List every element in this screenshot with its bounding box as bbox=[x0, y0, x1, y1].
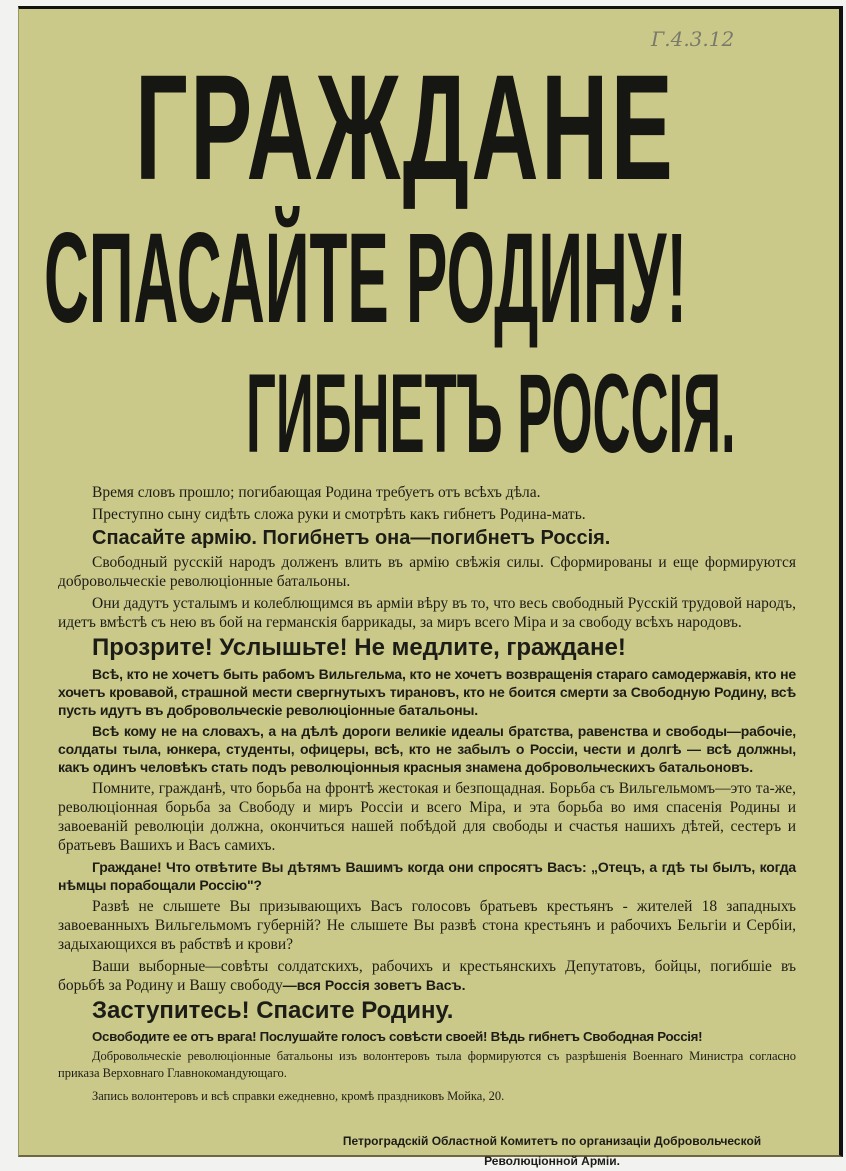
headline-save-homeland: СПАСАЙТЕ РОДИНУ! bbox=[44, 207, 688, 350]
paragraph: Граждане! Что отвѣтите Вы дѣтямъ Вашимъ когда они спросятъ Васъ: „Отецъ, а гдѣ ты былъ, когда нѣмцы порабощали Россію"? bbox=[58, 859, 796, 894]
paragraph: Они дадутъ усталымъ и колеблющимся въ арміи вѣру въ то, что весь свободный Русскій трудовой народъ, идетъ вмѣстѣ съ нею въ бой на германскія баррикады, за миръ всего Міра и за свободу всѣхъ народовъ. bbox=[58, 595, 796, 631]
signature-line: Петроградскій Областной Комитетъ по организаціи Добровольческой bbox=[342, 1133, 762, 1148]
paragraph: Помните, гражданѣ, что борьба на фронтѣ жестокая и безпощадная. Борьба съ Вильгельмомъ—это та-же, революціонная борьба за Свободу и миръ Россіи и всего Міра, и эта борьба во имя спасенія Родины и завоеваній революціи должна, окончиться нашей побѣдой для свободы и счастья нашихъ дѣтей, сестеръ и братьевъ Вашихъ и Васъ самихъ. bbox=[58, 780, 796, 855]
note: Добровольческіе революціонные батальоны изъ волонтеровъ тыла формируются съ разрѣшенія Военнаго Министра согласно приказа Верховнаго Главнокомандующаго. bbox=[58, 1048, 796, 1080]
paragraph: Всѣ, кто не хочетъ быть рабомъ Вильгельма, кто не хочетъ возвращенія стараго самодержавія, кто не хочетъ кровавой, страшной мести свергнутыхъ тирановъ, кто не боится смерти за Свободную Родину, всѣ пусть идутъ въ добровольческіе революціонные батальоны. bbox=[58, 666, 796, 719]
poster-body bbox=[58, 483, 796, 1171]
subheading: Спасайте армію. Погибнетъ она—погибнетъ Россія. bbox=[92, 527, 611, 549]
subheading: Прозрите! Услышьте! Не медлите, граждане! bbox=[92, 634, 626, 661]
headline-russia-perishes: ГИБНЕТЪ РОССІЯ. bbox=[246, 351, 736, 476]
paragraph-emphasis: —вся Россія зоветъ Васъ. bbox=[282, 977, 466, 994]
paragraph: Всѣ кому не на словахъ, а на дѣлѣ дороги великіе идеалы братства, равенства и свободы—рабочіе, солдаты тыла, юнкера, студенты, офицеры, всѣ, кто не забылъ о Россіи, чести и долгѣ — всѣ должны, какъ одинъ человѣкъ стать подъ революціонныя красныя знамена добровольческихъ батальоновъ. bbox=[58, 723, 796, 776]
subheading: Заступитесь! Спасите Родину. bbox=[92, 997, 454, 1025]
signature bbox=[308, 1131, 796, 1171]
paragraph: Преступно сыну сидѣть сложа руки и смотрѣть какъ гибнетъ Родина-мать. bbox=[92, 506, 586, 523]
signature-line: Революціонной Арміи. bbox=[484, 1153, 620, 1168]
note: Запись волонтеровъ и всѣ справки ежедневно, кромѣ праздниковъ Мойка, 20. bbox=[92, 1088, 505, 1103]
paragraph bbox=[58, 957, 796, 995]
call-to-action: Освободите ее отъ врага! Послушайте голосъ совѣсти своей! Вѣдь гибнетъ Свободная Россія! bbox=[92, 1028, 703, 1044]
paragraph: Время словъ прошло; погибающая Родина требуетъ отъ всѣхъ дѣла. bbox=[92, 484, 541, 501]
paragraph: Развѣ не слышете Вы призывающихъ Васъ голосовъ братьевъ крестьянъ - жителей 18 западныхъ завоеванныхъ Вильгельмомъ губерній? Не слышете Вы развѣ стона крестьянъ и рабочихъ Бельгіи и Сербіи, задыхающихся въ рабствѣ и крови? bbox=[58, 898, 796, 954]
archive-mark: Г.4.3.12 bbox=[651, 27, 735, 51]
headline-citizens: ГРАЖДАНЕ bbox=[135, 43, 676, 211]
paragraph: Свободный русскій народъ долженъ влить въ армію свѣжія силы. Сформированы и еще формируются добровольческіе революціонные батальоны. bbox=[58, 554, 796, 590]
paragraph-text: Ваши выборные—совѣты солдатскихъ, рабочихъ и крестьянскихъ Депутатовъ, бойцы, погибшіе въ борьбѣ за Родину и Вашу свободу bbox=[58, 958, 796, 995]
